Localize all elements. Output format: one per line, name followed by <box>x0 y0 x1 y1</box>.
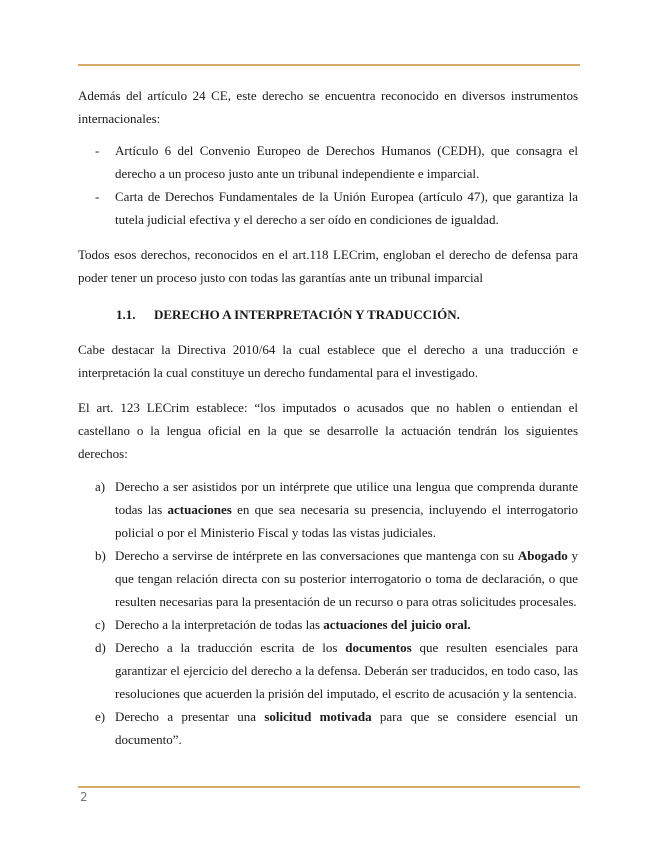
bullet-marker: - <box>95 189 100 204</box>
page-content <box>78 84 578 751</box>
item-text: Derecho a la traducción escrita de los <box>115 640 346 655</box>
item-marker: c) <box>95 617 106 632</box>
item-text: Derecho a ser asistidos por un intérprete que utilice una lengua que comprenda durante todas las <box>115 479 578 517</box>
item-marker: e) <box>95 709 106 724</box>
item-marker: b) <box>95 548 106 563</box>
item-emphasis: actuaciones del juicio oral. <box>323 617 471 632</box>
item-text: Derecho a la interpretación de todas las <box>115 617 324 632</box>
rights-list <box>78 475 578 751</box>
intro-paragraph: Además del artículo 24 CE, este derecho se encuentra reconocido en diversos instrumentos internacionales: <box>78 88 578 126</box>
section-heading <box>78 303 578 326</box>
footer-rule <box>78 786 580 788</box>
summary-paragraph: Todos esos derechos, reconocidos en el art.118 LECrim, engloban el derecho de defensa para poder tener un proceso justo con todas las garantías ante un tribunal imparcial <box>78 247 578 285</box>
item-marker: a) <box>95 479 106 494</box>
list-item <box>78 613 578 636</box>
list-item <box>78 636 578 705</box>
item-emphasis: actuaciones <box>167 502 232 517</box>
bullet-text: Artículo 6 del Convenio Europeo de Derechos Humanos (CEDH), que consagra el derecho a un proceso justo ante un tribunal independiente e imparcial. <box>115 143 578 181</box>
item-marker: d) <box>95 640 106 655</box>
bullet-marker: - <box>95 143 100 158</box>
list-item <box>78 139 578 185</box>
instruments-list <box>78 139 578 231</box>
item-text: Derecho a presentar una <box>115 709 265 724</box>
item-text: para que se considere esencial un documento”. <box>115 709 578 747</box>
item-emphasis: documentos <box>345 640 412 655</box>
item-text: en que sea necesaria su presencia, incluyendo el interrogatorio policial o por el Ministerio Fiscal y todas las vistas judiciales. <box>115 502 579 540</box>
page-number: 2 <box>80 790 88 804</box>
item-emphasis: Abogado <box>517 548 568 563</box>
list-item <box>78 475 578 544</box>
list-item <box>78 185 578 231</box>
item-text: que resulten esenciales para garantizar el ejercicio del derecho a la defensa. Deberán ser traducidos, en todo caso, las resoluciones que acuerden la prisión del imputado, el escrito de acusación y la sentencia. <box>115 640 578 701</box>
item-text: Derecho a servirse de intérprete en las conversaciones que mantenga con su <box>115 548 518 563</box>
list-item <box>78 705 578 751</box>
directive-paragraph: Cabe destacar la Directiva 2010/64 la cual establece que el derecho a una traducción e interpretación la cual constituye un derecho fundamental para el investigado. <box>78 342 578 380</box>
list-item <box>78 544 578 613</box>
section-title: DERECHO A INTERPRETACIÓN Y TRADUCCIÓN. <box>154 307 460 322</box>
item-text: y que tengan relación directa con su posterior interrogatorio o toma de declaración, o que resulten necesarias para la presentación de un recurso o para otras solicitudes procesales. <box>115 548 579 609</box>
header-rule <box>78 64 580 66</box>
item-emphasis: solicitud motivada <box>264 709 372 724</box>
section-number: 1.1. <box>116 307 136 322</box>
article-paragraph: El art. 123 LECrim establece: “los imputados o acusados que no hablen o entiendan el castellano o la lengua oficial en la que se desarrolle la actuación tendrán los siguientes derechos: <box>78 400 578 461</box>
bullet-text: Carta de Derechos Fundamentales de la Unión Europea (artículo 47), que garantiza la tutela judicial efectiva y el derecho a ser oído en condiciones de igualdad. <box>115 189 578 227</box>
